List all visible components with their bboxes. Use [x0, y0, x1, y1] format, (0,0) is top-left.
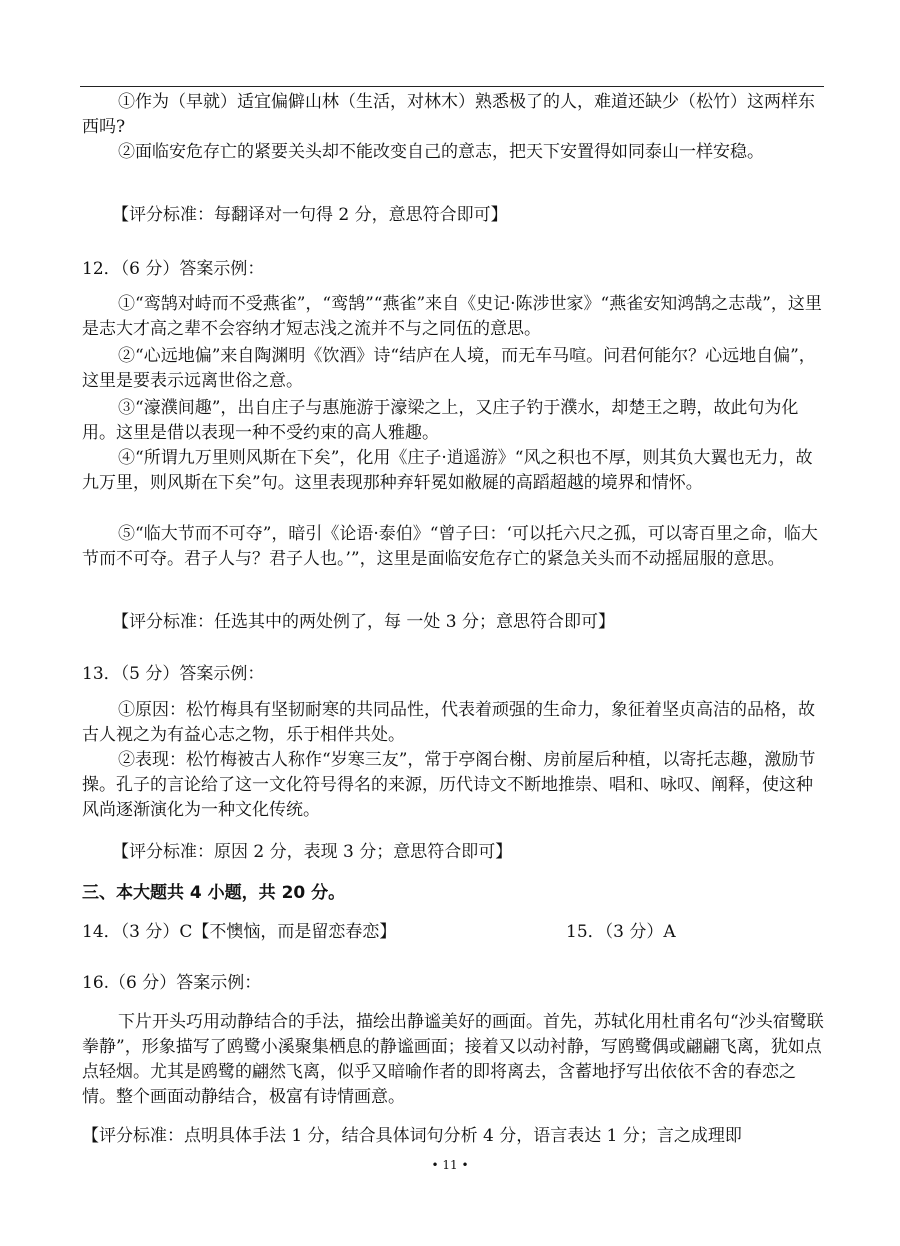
- q11-paragraph-1: ①作为（早就）适宜偏僻山林（生活，对林木）熟悉极了的人，难道还缺少（松竹）这两样东西吗?: [82, 92, 815, 137]
- q12-paragraph-1: ①“鸾鹄对峙而不受燕雀”，“鸾鹄”“燕雀”来自《史记·陈涉世家》“燕雀安知鸿鹄之志哉”，这里是志大才高之辈不会容纳才短志浅之流并不与之同伍的意思。: [82, 294, 822, 339]
- q16-heading: 16.（6 分）答案示例：: [82, 973, 262, 993]
- q12-paragraph-4: ④“所谓九万里则风斯在下矣”，化用《庄子·逍遥游》“风之积也不厚，则其负大翼也无力，故九万里，则风斯在下矣”句。这里表现那种弃轩冕如敝屣的高蹈超越的境界和情怀。: [82, 448, 813, 493]
- q12-paragraph-3: ③“濠濮间趣”，出自庄子与惠施游于濠梁之上，又庄子钓于濮水，却楚王之聘，故此句为化用。这里是借以表现一种不受约束的高人雅趣。: [82, 398, 799, 443]
- top-rule: [80, 86, 824, 87]
- q16-example: [82, 1010, 826, 1110]
- q12-heading: 12．（6 分）答案示例：: [82, 259, 265, 279]
- q14-answer: 14．（3 分）C【不懊恼，而是留恋春恋】: [82, 922, 397, 942]
- q11-translation-1: [82, 90, 826, 140]
- q16-criteria: 【评分标准：点明具体手法 1 分，结合具体词句分析 4 分，语言表达 1 分；言之成理即: [82, 1126, 742, 1146]
- q11-paragraph-2: ②面临安危存亡的紧要关头却不能改变自己的意志，把天下安置得如同泰山一样安稳。: [118, 142, 764, 162]
- q12-example-3: [82, 396, 826, 446]
- q13-reason: [82, 698, 826, 748]
- q13-heading: 13．（5 分）答案示例：: [82, 664, 265, 684]
- q13-expression: [82, 748, 826, 823]
- q12-example-4: [82, 446, 826, 496]
- q13-paragraph-1: ①原因：松竹梅具有坚韧耐寒的共同品性，代表着顽强的生命力，象征着坚贞高洁的品格，故古人视之为有益心志之物，乐于相伴共处。: [82, 700, 815, 745]
- q12-paragraph-5: ⑤“临大节而不可夺”，暗引《论语·泰伯》“曾子曰：‘可以托六尺之孤，可以寄百里之命，临大节而不可夺。君子人与？君子人也。’”，这里是面临安危存亡的紧急关头而不动摇屈服的意思。: [82, 524, 818, 569]
- q12-paragraph-2: ②“心远地偏”来自陶渊明《饮酒》诗“结庐在人境，而无车马喧。问君何能尔？心远地自偏”，这里是要表示远离世俗之意。: [82, 346, 816, 391]
- q12-example-2: [82, 344, 826, 394]
- q13-criteria: 【评分标准：原因 2 分，表现 3 分；意思符合即可】: [112, 842, 513, 862]
- q12-criteria: 【评分标准：任选其中的两处例了，每 一处 3 分；意思符合即可】: [112, 612, 616, 632]
- q13-paragraph-2: ②表现：松竹梅被古人称作“岁寒三友”，常于亭阁台榭、房前屋后种植，以寄托志趣，激励节操。孔子的言论给了这一文化符号得名的来源，历代诗文不断地推崇、唱和、咏叹、阐释，使这种风尚逐渐演化为一种文化传统。: [82, 750, 816, 820]
- q12-example-5: [82, 522, 826, 572]
- page-number: • 11 •: [431, 1158, 469, 1172]
- section-3-heading: 三、本大题共 4 小题，共 20 分。: [82, 883, 346, 903]
- q16-paragraph-1: 下片开头巧用动静结合的手法，描绘出静谧美好的画面。首先，苏轼化用杜甫名句“沙头宿鹭联拳静”，形象描写了鸥鹭小溪聚集栖息的静谧画面；接着又以动衬静，写鸥鹭偶或翩翩飞离，犹如点点轻烟。尤其是鸥鹭的翩然飞离，似乎又暗喻作者的即将离去，含蓄地抒写出依依不舍的春恋之情。整个画面动静结合，极富有诗情画意。: [82, 1012, 824, 1107]
- q12-example-1: [82, 292, 826, 342]
- q15-answer: 15．（3 分）A: [566, 922, 676, 942]
- q11-criteria: 【评分标准：每翻译对一句得 2 分，意思符合即可】: [112, 205, 508, 225]
- q11-translation-2: [82, 140, 826, 165]
